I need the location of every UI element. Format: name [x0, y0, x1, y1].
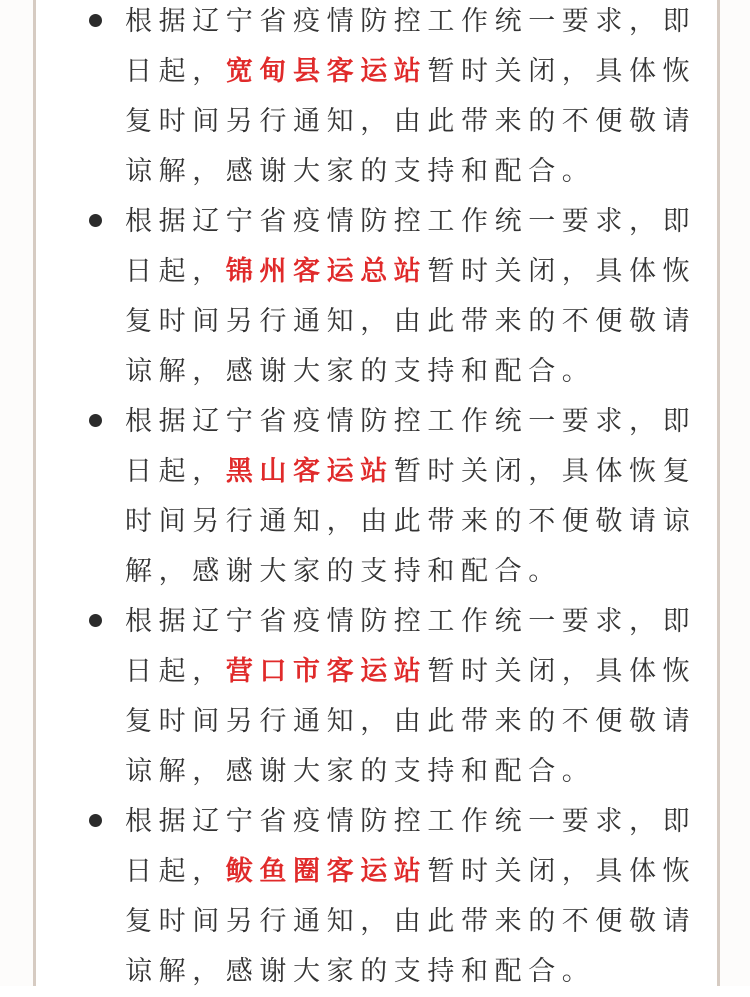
notice-prefix: 根据辽宁省疫情防控工作统一要求，即日起，	[125, 6, 697, 87]
notice-prefix: 根据辽宁省疫情防控工作统一要求，即日起，	[125, 606, 697, 687]
notice-suffix: 暂时关闭，具体恢复时间另行通知，由此带来的不便敬请谅解，感谢大家的支持和配合。	[125, 256, 697, 387]
list-item	[125, 197, 700, 397]
bullet-icon	[89, 14, 102, 27]
station-name: 黑山客运站	[225, 456, 394, 487]
notice-prefix: 根据辽宁省疫情防控工作统一要求，即日起，	[125, 206, 697, 287]
bullet-icon	[89, 414, 102, 427]
notice-suffix: 暂时关闭，具体恢复时间另行通知，由此带来的不便敬请谅解，感谢大家的支持和配合。	[125, 656, 697, 787]
list-item	[125, 0, 700, 197]
bullet-icon	[89, 614, 102, 627]
station-name: 宽甸县客运站	[225, 56, 428, 87]
notice-suffix: 暂时关闭，具体恢复时间另行通知，由此带来的不便敬请谅解，感谢大家的支持和配合。	[125, 456, 697, 587]
page-margin-right	[720, 0, 750, 986]
list-item	[125, 797, 700, 997]
bullet-icon	[89, 814, 102, 827]
station-name: 锦州客运总站	[225, 256, 428, 287]
station-name: 鲅鱼圈客运站	[225, 856, 428, 887]
notice-prefix: 根据辽宁省疫情防控工作统一要求，即日起，	[125, 406, 697, 487]
notice-suffix: 暂时关闭，具体恢复时间另行通知，由此带来的不便敬请谅解，感谢大家的支持和配合。	[125, 856, 697, 987]
notice-prefix: 根据辽宁省疫情防控工作统一要求，即日起，	[125, 806, 697, 887]
list-item	[125, 597, 700, 797]
station-name: 营口市客运站	[225, 656, 428, 687]
bullet-icon	[89, 214, 102, 227]
notice-suffix: 暂时关闭，具体恢复时间另行通知，由此带来的不便敬请谅解，感谢大家的支持和配合。	[125, 56, 697, 187]
list-item	[125, 397, 700, 597]
